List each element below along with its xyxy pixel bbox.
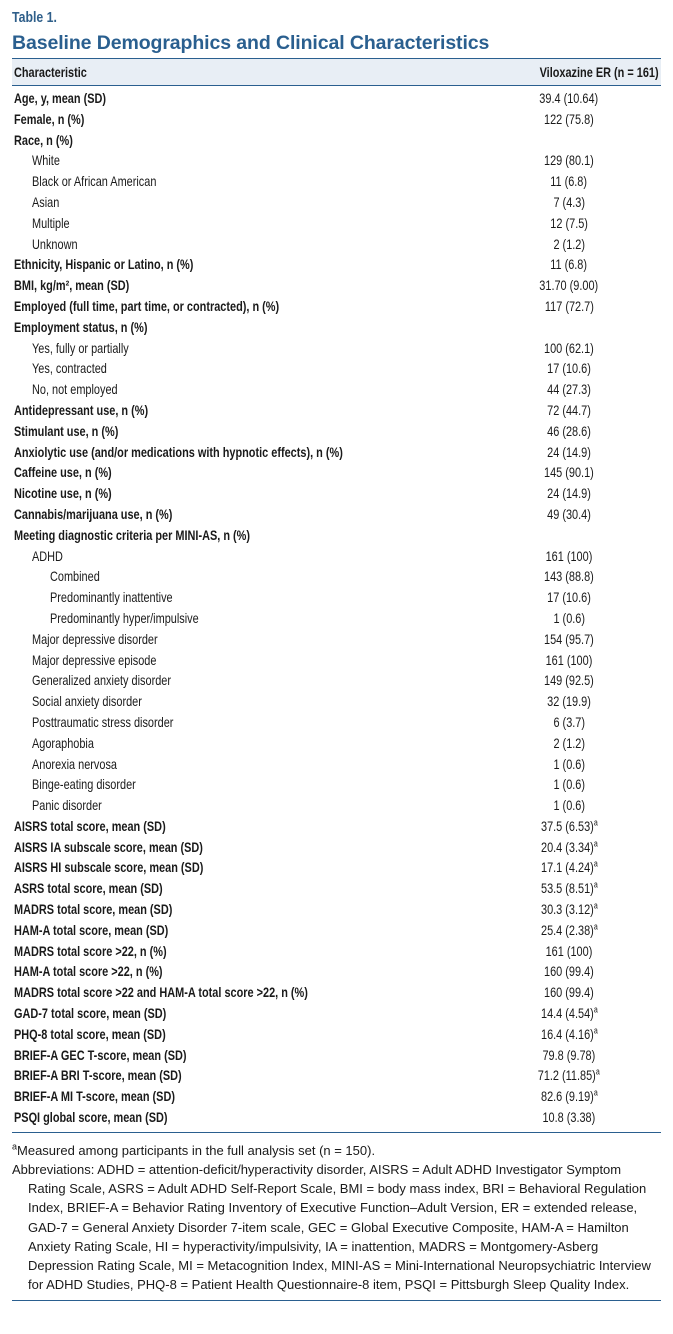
row-label: Major depressive disorder [32,630,158,647]
row-value: 12 (7.5) [550,214,588,231]
table-row [12,878,661,899]
table-row [12,421,661,442]
row-value: 149 (92.5) [544,672,594,689]
row-value: 161 (100) [545,651,593,668]
table-row [12,546,661,567]
row-value: 14.4 $(4.54)^a$ [540,1004,598,1022]
table-row [12,192,661,213]
table-row [12,213,661,234]
row-value: 161 (100) [545,547,593,564]
table-row [12,670,661,691]
table-row [12,358,661,379]
footnote-marker: a [593,879,598,890]
row-value: 143 (88.8) [544,568,594,585]
table-label: Table 1. [12,9,57,26]
row-value: 154 (95.7) [544,630,594,647]
row-label: Unknown [32,235,78,252]
row-label: Generalized anxiety disorder [32,672,172,689]
table-row [12,317,661,338]
table-row [12,608,661,629]
row-value [512,525,626,546]
row-value: 20.4 $(3.34)^a$ [540,838,598,855]
row-label: Anorexia nervosa [32,755,117,772]
table-row [12,483,661,504]
table-figure [12,8,661,1301]
table-row [12,1065,661,1086]
row-value: 53.5 $(8.51)^a$ [540,879,598,897]
row-value: 11 (6.8) [550,173,588,190]
row-value: 16.4 $(4.16)^a$ [540,1025,598,1042]
row-value [512,317,626,338]
row-label: GAD-7 total score, mean (SD) [14,1005,167,1022]
row-label: AISRS HI subscale score, mean (SD) [14,859,204,876]
table-title: Baseline Demographics and Clinical Characteristics [12,32,490,54]
row-label: BRIEF-A BRI T-score, mean (SD) [14,1067,182,1084]
table-row [12,504,661,525]
abbreviations: Abbreviations: ADHD = attention-deficit/hyperactivity disorder, AISRS = Adult ADHD Investigator Symptom Rating Scale, ASRS = Adult ADHD Self-Report Scale, BMI = body mass index, BRI = Behavioral Regulation Index, BRIEF-A = Behavior Rating Inventory of Executive Function–Adult Version, ER = extended release, GAD-7 = General Anxiety Disorder 7-item scale, GEC = Global Executive Composite, HAM-A = Hamilton Anxiety Rating Scale, HI = hyperactivity/impulsivity, IA = inattention, MADRS = Montgomery-Asberg Depression Rating Scale, MI = Metacognition Index, MINI-AS = Mini-International Neuropsychiatric Interview for ADHD Studies, PHQ-8 = Patient Health Questionnaire-8 item, PSQI = Pittsburgh Sleep Quality Index. [12,1162,651,1293]
table-row [12,296,661,317]
row-label: Panic disorder [32,797,102,814]
table-row [12,587,661,608]
row-label: Female, n (%) [14,110,85,127]
footnote-marker: a [596,1066,600,1077]
row-value: 1 (0.6) [553,797,585,814]
row-value: 39.4 (10.64) [539,90,599,106]
table-row [12,1003,661,1024]
table-row [12,442,661,463]
row-value: 46 (28.6) [547,422,591,439]
row-value: 71.2 $(11.85)^a$ [537,1066,600,1084]
table-row [12,1107,661,1128]
table-row [12,254,661,275]
row-label: HAM-A total score >22, n (%) [14,963,163,980]
footnote-marker: a [593,1087,598,1098]
footnote-marker: a [593,1004,598,1015]
table-row [12,982,661,1003]
table-row [12,712,661,733]
row-label: BMI, kg/m², mean (SD) [14,277,130,294]
row-value [512,130,626,151]
row-label: Multiple [32,214,70,231]
table-notes [12,1133,661,1295]
row-label: Race, n (%) [14,131,73,148]
row-label: Cannabis/marijuana use, n (%) [14,505,173,522]
row-value: 10.8 (3.38) [542,1109,596,1126]
row-label: BRIEF-A GEC T-score, mean (SD) [14,1046,187,1063]
row-label: Agoraphobia [32,734,94,751]
row-value: 25.4 $(2.38)^a$ [540,921,598,938]
row-value: 6 (3.7) [553,713,585,730]
row-value: 31.70 (9.00) [539,277,599,294]
table-row [12,1024,661,1045]
table-row [12,629,661,650]
row-value: 49 (30.4) [547,505,591,522]
table-row [12,816,661,837]
row-label: Ethnicity, Hispanic or Latino, n (%) [14,256,194,273]
row-label: Stimulant use, n (%) [14,422,119,439]
row-label: Predominantly inattentive [50,589,173,606]
row-label: Black or African American [32,173,157,190]
table-row [12,1086,661,1107]
table-row [12,1045,661,1066]
row-label: Major depressive episode [32,651,157,668]
table-row [12,130,661,151]
row-label: Employed (full time, part time, or contracted), n (%) [14,297,280,314]
row-value: 30.3 $(3.12)^a$ [540,900,598,918]
header-viloxazine: Viloxazine ER (n = 161) [539,64,659,80]
table-row [12,109,661,130]
table-row [12,171,661,192]
footnote-marker: a [593,921,598,932]
row-value: 2 (1.2) [553,734,585,751]
footnote-marker: a [593,838,598,849]
table-header [12,58,661,86]
row-label: Caffeine use, n (%) [14,464,112,481]
row-label: Yes, fully or partially [32,339,129,356]
row-label: MADRS total score >22, n (%) [14,942,167,959]
row-value: 79.8 (9.78) [542,1046,596,1063]
table-row [12,837,661,858]
row-label: Employment status, n (%) [14,318,148,335]
row-value: 82.6 $(9.19)^a$ [540,1087,598,1105]
table-row [12,941,661,962]
table-row [12,338,661,359]
row-label: Posttraumatic stress disorder [32,713,174,730]
footnote-text: Measured among participants in the full analysis set (n = 150). [17,1142,376,1158]
row-label: Predominantly hyper/impulsive [50,609,199,626]
row-value: 161 (100) [545,942,593,959]
footnote-marker: a [593,858,598,869]
row-label: PSQI global score, mean (SD) [14,1109,168,1126]
row-label: White [32,152,60,169]
footnote-marker: a [593,817,598,828]
table-row [12,795,661,816]
row-label: PHQ-8 total score, mean (SD) [14,1025,166,1042]
row-label: HAM-A total score, mean (SD) [14,921,169,938]
row-value: 44 (27.3) [547,381,591,398]
row-label: Anxiolytic use (and/or medications with hypnotic effects), n (%) [14,443,343,460]
table-row [12,379,661,400]
row-label: ADHD [32,547,63,564]
footnote-marker: a [12,1141,18,1152]
table-row [12,961,661,982]
row-value: 24 (14.9) [547,485,591,502]
footnote-marker: a [593,900,598,911]
row-label: No, not employed [32,381,118,398]
table-row [12,733,661,754]
row-value: 11 (6.8) [550,256,588,273]
row-label: Yes, contracted [32,360,107,377]
row-label: Nicotine use, n (%) [14,485,112,502]
footnote [12,1141,661,1160]
row-label: BRIEF-A MI T-score, mean (SD) [14,1088,175,1105]
table-row [12,566,661,587]
row-label: AISRS IA subscale score, mean (SD) [14,838,203,855]
row-value: 2 (1.2) [553,235,585,252]
table-row [12,754,661,775]
row-value: 37.5 $(6.53)^a$ [540,817,598,834]
row-value: 1 (0.6) [553,609,585,626]
table-body [12,86,661,1128]
notes-bottom-rule [12,1300,661,1301]
table-row [12,920,661,941]
row-value: 7 (4.3) [553,193,585,210]
footnote-marker: a [593,1025,598,1036]
row-label: Combined [50,568,100,585]
row-value: 32 (19.9) [547,693,591,710]
row-value: 160 (99.4) [544,984,594,1001]
row-value: 129 (80.1) [544,152,594,169]
row-value: 72 (44.7) [547,401,591,418]
row-label: Social anxiety disorder [32,693,142,710]
row-label: AISRS total score, mean (SD) [14,817,166,834]
row-value: 17.1 $(4.24)^a$ [540,858,598,876]
row-label: Binge-eating disorder [32,776,136,793]
table-row [12,857,661,878]
row-value: 17 (10.6) [547,589,591,606]
table-row [12,88,661,109]
row-value: 160 (99.4) [544,963,594,980]
table-row [12,650,661,671]
table-row [12,275,661,296]
row-value: 145 (90.1) [544,464,594,481]
table-row [12,462,661,483]
row-value: 17 (10.6) [547,360,591,377]
row-value: 24 (14.9) [547,443,591,460]
row-label: MADRS total score, mean (SD) [14,901,173,918]
table-row [12,774,661,795]
row-label: ASRS total score, mean (SD) [14,880,163,897]
row-label: Asian [32,193,60,210]
table-row [12,400,661,421]
row-label: Antidepressant use, n (%) [14,401,149,418]
row-value: 122 (75.8) [544,110,594,127]
table-row [12,525,661,546]
row-value: 100 (62.1) [544,339,594,356]
table-row [12,691,661,712]
row-label: Meeting diagnostic criteria per MINI-AS, n (%) [14,526,251,543]
table-row [12,234,661,255]
table-row [12,899,661,920]
row-value: 1 (0.6) [553,776,585,793]
row-value: 1 (0.6) [553,755,585,772]
header-characteristic: Characteristic [14,64,87,80]
row-label: Age, y, mean (SD) [14,90,107,106]
table-row [12,150,661,171]
row-label: MADRS total score >22 and HAM-A total score >22, n (%) [14,984,308,1001]
row-value: 117 (72.7) [544,297,594,314]
